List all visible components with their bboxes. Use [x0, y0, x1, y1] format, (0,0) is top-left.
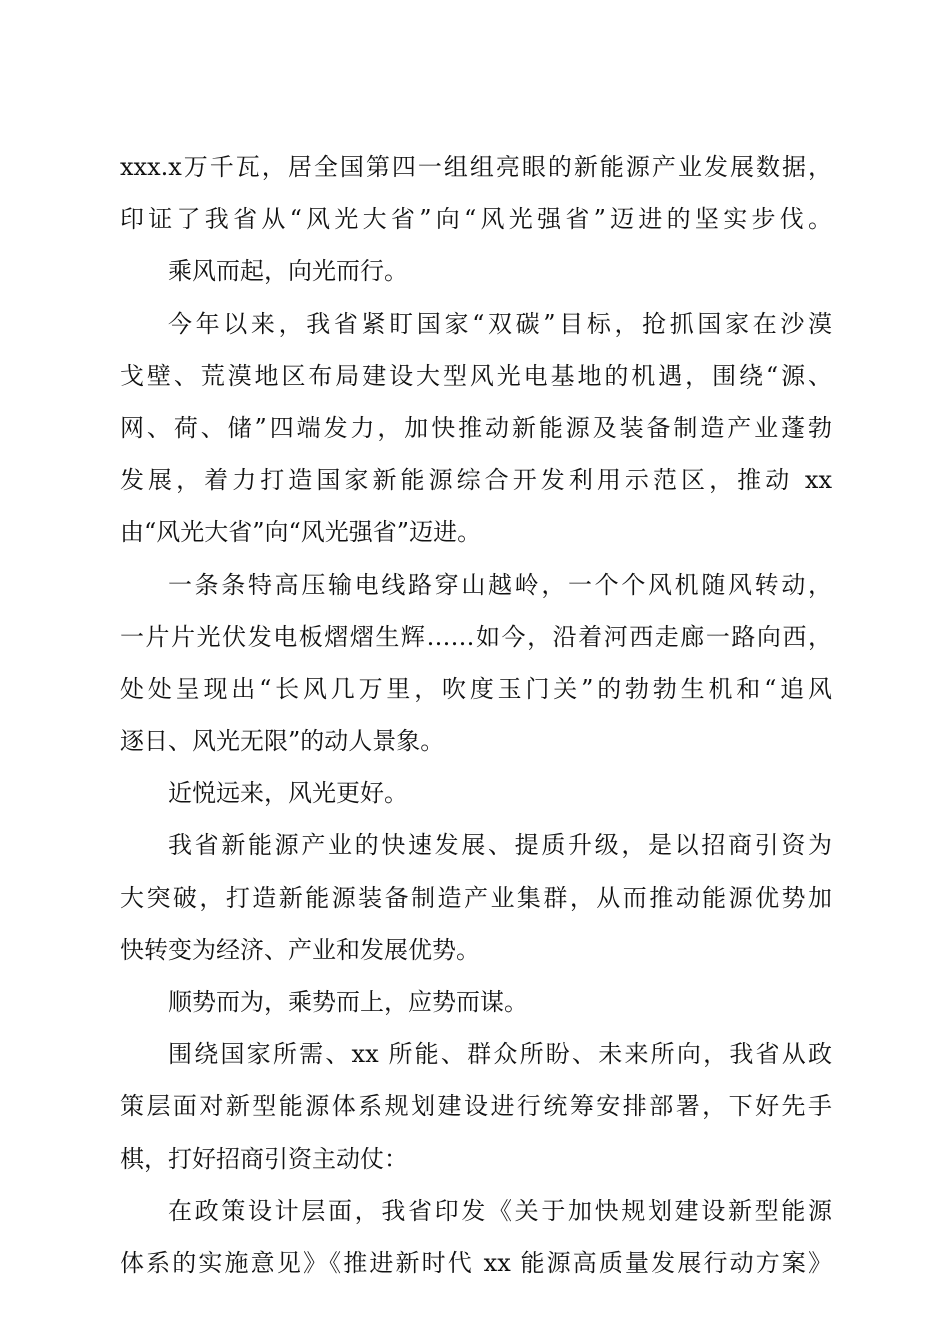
- text-line: 在政策设计层面，我省印发《关于加快规划建设新型能源: [168, 1196, 832, 1225]
- text-line: 逐日、风光无限”的动人景象。: [120, 727, 445, 756]
- text-line: 策层面对新型能源体系规划建设进行统筹安排部署，下好先手: [120, 1092, 832, 1121]
- text-line: 棋，打好招商引资主动仗：: [120, 1144, 408, 1173]
- text-line: 网、荷、储”四端发力，加快推动新能源及装备制造产业蓬勃: [120, 413, 832, 442]
- text-line: 处处呈现出“长风几万里，吹度玉门关”的勃勃生机和“追风: [120, 674, 832, 703]
- text-line: 大突破，打造新能源装备制造产业集群，从而推动能源优势加: [120, 883, 832, 912]
- text-line: xxx.x万千瓦，居全国第四一组组亮眼的新能源产业发展数据，: [120, 153, 832, 181]
- text-line: 发展，着力打造国家新能源综合开发利用示范区，推动 xx: [120, 466, 832, 495]
- text-line: 顺势而为，乘势而上，应势而谋。: [168, 988, 528, 1016]
- text-line: 由“风光大省”向“风光强省”迈进。: [120, 518, 482, 547]
- text-line: 快转变为经济、产业和发展优势。: [120, 935, 480, 964]
- text-line: 近悦远来，风光更好。: [168, 779, 408, 808]
- text-line: 我省新能源产业的快速发展、提质升级，是以招商引资为: [168, 831, 832, 860]
- text-line: 今年以来，我省紧盯国家“双碳”目标，抢抓国家在沙漠: [168, 309, 832, 338]
- text-line: 乘风而起，向光而行。: [168, 257, 408, 286]
- document-body: [120, 141, 832, 1289]
- text-line: 围绕国家所需、xx 所能、群众所盼、未来所向，我省从政: [168, 1040, 832, 1069]
- text-line: 体系的实施意见》《推进新时代 xx 能源高质量发展行动方案》: [120, 1248, 832, 1277]
- text-line: 印证了我省从“风光大省”向“风光强省”迈进的坚实步伐。: [120, 205, 832, 234]
- text-line: 一条条特高压输电线路穿山越岭，一个个风机随风转动，: [168, 570, 832, 599]
- text-line: 一片片光伏发电板熠熠生辉……如今，沿着河西走廊一路向西，: [120, 622, 832, 651]
- text-line: 戈壁、荒漠地区布局建设大型风光电基地的机遇，围绕“源、: [120, 361, 832, 390]
